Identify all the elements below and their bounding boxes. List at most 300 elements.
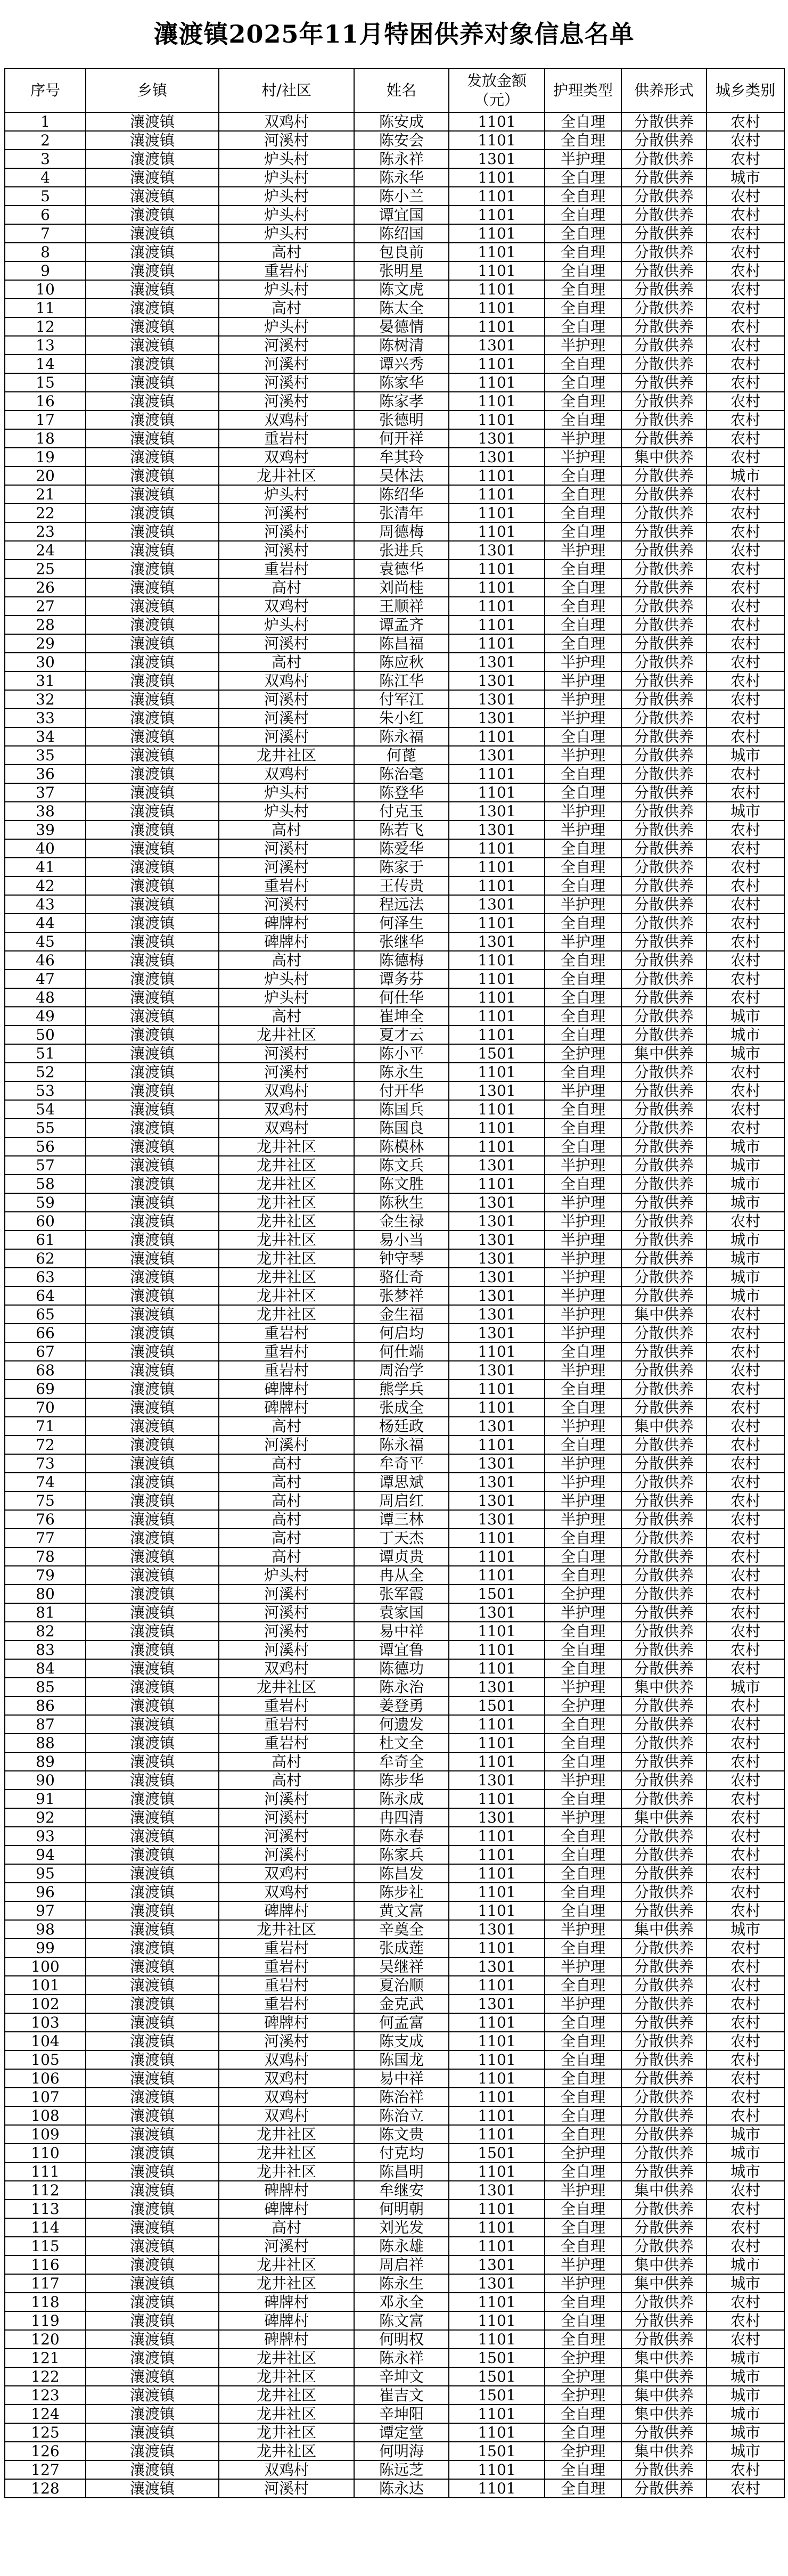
cell-urban-rural: 农村 bbox=[707, 634, 784, 653]
cell-township: 瀼渡镇 bbox=[86, 746, 219, 765]
cell-urban-rural: 农村 bbox=[707, 150, 784, 168]
cell-name: 陈绍华 bbox=[354, 485, 449, 504]
table-row bbox=[5, 1081, 784, 1100]
table-row bbox=[5, 168, 784, 187]
cell-name: 张梦祥 bbox=[354, 1286, 449, 1305]
cell-serial: 23 bbox=[5, 522, 86, 541]
table-row bbox=[5, 336, 784, 355]
cell-township: 瀼渡镇 bbox=[86, 1995, 219, 2013]
cell-village: 碑牌村 bbox=[219, 2013, 354, 2032]
cell-amount: 1101 bbox=[449, 1007, 545, 1026]
table-row bbox=[5, 1268, 784, 1286]
cell-name: 谭宜国 bbox=[354, 206, 449, 224]
cell-amount: 1101 bbox=[449, 1883, 545, 1901]
cell-township: 瀼渡镇 bbox=[86, 2144, 219, 2162]
cell-amount: 1301 bbox=[449, 1957, 545, 1976]
table-row bbox=[5, 597, 784, 616]
cell-care-type: 半护理 bbox=[545, 1249, 621, 1268]
cell-care-type: 全自理 bbox=[545, 411, 621, 429]
cell-township: 瀼渡镇 bbox=[86, 429, 219, 448]
cell-township: 瀼渡镇 bbox=[86, 597, 219, 616]
table-row bbox=[5, 1529, 784, 1547]
cell-support-form: 分散供养 bbox=[621, 1156, 707, 1175]
cell-name: 谭定堂 bbox=[354, 2423, 449, 2442]
cell-township: 瀼渡镇 bbox=[86, 2088, 219, 2106]
cell-village: 河溪村 bbox=[219, 522, 354, 541]
table-row bbox=[5, 448, 784, 466]
cell-serial: 19 bbox=[5, 448, 86, 466]
cell-serial: 107 bbox=[5, 2088, 86, 2106]
cell-support-form: 分散供养 bbox=[621, 2218, 707, 2237]
cell-name: 辛坤文 bbox=[354, 2367, 449, 2386]
cell-village: 龙井社区 bbox=[219, 1193, 354, 1212]
cell-support-form: 集中供养 bbox=[621, 2274, 707, 2293]
cell-support-form: 分散供养 bbox=[621, 1585, 707, 1603]
cell-amount: 1101 bbox=[449, 1547, 545, 1566]
cell-care-type: 半护理 bbox=[545, 2255, 621, 2274]
cell-serial: 77 bbox=[5, 1529, 86, 1547]
cell-serial: 18 bbox=[5, 429, 86, 448]
cell-urban-rural: 农村 bbox=[707, 429, 784, 448]
cell-amount: 1301 bbox=[449, 2181, 545, 2200]
cell-care-type: 全护理 bbox=[545, 1044, 621, 1063]
cell-amount: 1101 bbox=[449, 2050, 545, 2069]
cell-support-form: 分散供养 bbox=[621, 2050, 707, 2069]
table-row bbox=[5, 1827, 784, 1845]
cell-amount: 1301 bbox=[449, 1417, 545, 1435]
table-row bbox=[5, 1491, 784, 1510]
cell-serial: 83 bbox=[5, 1640, 86, 1659]
header-name: 姓名 bbox=[354, 69, 449, 112]
cell-amount: 1101 bbox=[449, 2460, 545, 2479]
cell-amount: 1101 bbox=[449, 2125, 545, 2144]
cell-name: 张明星 bbox=[354, 261, 449, 280]
cell-name: 崔坤全 bbox=[354, 1007, 449, 1026]
cell-serial: 13 bbox=[5, 336, 86, 355]
table-row bbox=[5, 392, 784, 411]
cell-name: 周德梅 bbox=[354, 522, 449, 541]
cell-serial: 37 bbox=[5, 783, 86, 802]
cell-care-type: 全自理 bbox=[545, 1715, 621, 1734]
table-row bbox=[5, 1026, 784, 1044]
cell-name: 刘光发 bbox=[354, 2218, 449, 2237]
cell-village: 碑牌村 bbox=[219, 2330, 354, 2349]
cell-serial: 111 bbox=[5, 2162, 86, 2181]
cell-amount: 1101 bbox=[449, 560, 545, 578]
cell-support-form: 分散供养 bbox=[621, 317, 707, 336]
cell-care-type: 全自理 bbox=[545, 2479, 621, 2498]
cell-care-type: 半护理 bbox=[545, 541, 621, 560]
cell-township: 瀼渡镇 bbox=[86, 504, 219, 522]
cell-name: 金生禄 bbox=[354, 1212, 449, 1230]
cell-serial: 96 bbox=[5, 1883, 86, 1901]
cell-urban-rural: 农村 bbox=[707, 671, 784, 690]
cell-township: 瀼渡镇 bbox=[86, 2367, 219, 2386]
cell-serial: 32 bbox=[5, 690, 86, 709]
cell-name: 陈家于 bbox=[354, 858, 449, 876]
cell-urban-rural: 农村 bbox=[707, 1510, 784, 1529]
cell-serial: 67 bbox=[5, 1342, 86, 1361]
cell-name: 谭务芬 bbox=[354, 970, 449, 988]
cell-care-type: 全自理 bbox=[545, 504, 621, 522]
cell-serial: 47 bbox=[5, 970, 86, 988]
cell-urban-rural: 农村 bbox=[707, 1417, 784, 1435]
cell-village: 双鸡村 bbox=[219, 2050, 354, 2069]
table-row bbox=[5, 1175, 784, 1193]
cell-support-form: 分散供养 bbox=[621, 1659, 707, 1678]
cell-name: 陈永华 bbox=[354, 168, 449, 187]
cell-serial: 10 bbox=[5, 280, 86, 299]
cell-urban-rural: 农村 bbox=[707, 727, 784, 746]
cell-township: 瀼渡镇 bbox=[86, 634, 219, 653]
cell-township: 瀼渡镇 bbox=[86, 1678, 219, 1696]
table-row bbox=[5, 1007, 784, 1026]
cell-serial: 112 bbox=[5, 2181, 86, 2200]
cell-amount: 1501 bbox=[449, 2144, 545, 2162]
cell-support-form: 集中供养 bbox=[621, 1920, 707, 1939]
cell-urban-rural: 农村 bbox=[707, 858, 784, 876]
cell-amount: 1101 bbox=[449, 951, 545, 970]
cell-township: 瀼渡镇 bbox=[86, 1790, 219, 1808]
cell-support-form: 分散供养 bbox=[621, 373, 707, 392]
cell-township: 瀼渡镇 bbox=[86, 765, 219, 783]
cell-name: 何仕华 bbox=[354, 988, 449, 1007]
cell-township: 瀼渡镇 bbox=[86, 2218, 219, 2237]
cell-serial: 40 bbox=[5, 839, 86, 858]
cell-serial: 39 bbox=[5, 821, 86, 839]
cell-village: 河溪村 bbox=[219, 2479, 354, 2498]
cell-serial: 46 bbox=[5, 951, 86, 970]
cell-village: 碑牌村 bbox=[219, 932, 354, 951]
cell-support-form: 分散供养 bbox=[621, 1063, 707, 1081]
cell-name: 张成全 bbox=[354, 1398, 449, 1417]
cell-care-type: 半护理 bbox=[545, 1771, 621, 1790]
cell-township: 瀼渡镇 bbox=[86, 112, 219, 131]
cell-support-form: 集中供养 bbox=[621, 2386, 707, 2405]
cell-support-form: 分散供养 bbox=[621, 1007, 707, 1026]
cell-serial: 45 bbox=[5, 932, 86, 951]
cell-care-type: 全自理 bbox=[545, 951, 621, 970]
cell-village: 龙井社区 bbox=[219, 2405, 354, 2423]
cell-serial: 122 bbox=[5, 2367, 86, 2386]
cell-serial: 72 bbox=[5, 1435, 86, 1454]
cell-support-form: 分散供养 bbox=[621, 2106, 707, 2125]
cell-urban-rural: 农村 bbox=[707, 895, 784, 914]
cell-care-type: 全自理 bbox=[545, 1137, 621, 1156]
cell-care-type: 半护理 bbox=[545, 1230, 621, 1249]
header-serial: 序号 bbox=[5, 69, 86, 112]
cell-serial: 50 bbox=[5, 1026, 86, 1044]
cell-support-form: 分散供养 bbox=[621, 392, 707, 411]
table-row bbox=[5, 1752, 784, 1771]
cell-support-form: 分散供养 bbox=[621, 1268, 707, 1286]
cell-village: 高村 bbox=[219, 1473, 354, 1491]
table-row bbox=[5, 839, 784, 858]
cell-amount: 1301 bbox=[449, 895, 545, 914]
cell-amount: 1301 bbox=[449, 1324, 545, 1342]
cell-village: 重岩村 bbox=[219, 1976, 354, 1995]
cell-serial: 113 bbox=[5, 2200, 86, 2218]
cell-amount: 1301 bbox=[449, 2274, 545, 2293]
cell-support-form: 分散供养 bbox=[621, 1529, 707, 1547]
table-row bbox=[5, 1324, 784, 1342]
cell-care-type: 半护理 bbox=[545, 448, 621, 466]
cell-amount: 1101 bbox=[449, 504, 545, 522]
cell-care-type: 全自理 bbox=[545, 2311, 621, 2330]
cell-care-type: 全自理 bbox=[545, 988, 621, 1007]
cell-care-type: 半护理 bbox=[545, 690, 621, 709]
cell-name: 冉四清 bbox=[354, 1808, 449, 1827]
cell-village: 双鸡村 bbox=[219, 112, 354, 131]
cell-care-type: 全自理 bbox=[545, 299, 621, 317]
cell-support-form: 分散供养 bbox=[621, 914, 707, 932]
cell-care-type: 全自理 bbox=[545, 261, 621, 280]
cell-township: 瀼渡镇 bbox=[86, 1622, 219, 1640]
cell-name: 谭兴秀 bbox=[354, 355, 449, 373]
cell-amount: 1101 bbox=[449, 1398, 545, 1417]
cell-care-type: 全自理 bbox=[545, 355, 621, 373]
cell-amount: 1101 bbox=[449, 1827, 545, 1845]
cell-name: 陈国兵 bbox=[354, 1100, 449, 1119]
cell-urban-rural: 农村 bbox=[707, 1380, 784, 1398]
cell-village: 高村 bbox=[219, 1007, 354, 1026]
cell-serial: 58 bbox=[5, 1175, 86, 1193]
cell-village: 高村 bbox=[219, 1529, 354, 1547]
cell-village: 龙井社区 bbox=[219, 1137, 354, 1156]
cell-urban-rural: 农村 bbox=[707, 1752, 784, 1771]
cell-urban-rural: 农村 bbox=[707, 2460, 784, 2479]
cell-village: 碑牌村 bbox=[219, 2200, 354, 2218]
cell-urban-rural: 城市 bbox=[707, 1249, 784, 1268]
cell-township: 瀼渡镇 bbox=[86, 131, 219, 150]
cell-amount: 1101 bbox=[449, 466, 545, 485]
cell-urban-rural: 农村 bbox=[707, 261, 784, 280]
cell-serial: 115 bbox=[5, 2237, 86, 2255]
cell-village: 炉头村 bbox=[219, 1566, 354, 1585]
cell-urban-rural: 农村 bbox=[707, 765, 784, 783]
cell-urban-rural: 农村 bbox=[707, 2293, 784, 2311]
cell-serial: 6 bbox=[5, 206, 86, 224]
table-row bbox=[5, 355, 784, 373]
cell-serial: 59 bbox=[5, 1193, 86, 1212]
cell-serial: 92 bbox=[5, 1808, 86, 1827]
cell-serial: 86 bbox=[5, 1696, 86, 1715]
cell-township: 瀼渡镇 bbox=[86, 1510, 219, 1529]
cell-care-type: 全自理 bbox=[545, 727, 621, 746]
cell-township: 瀼渡镇 bbox=[86, 727, 219, 746]
cell-care-type: 全自理 bbox=[545, 168, 621, 187]
cell-amount: 1101 bbox=[449, 988, 545, 1007]
cell-urban-rural: 农村 bbox=[707, 112, 784, 131]
cell-amount: 1301 bbox=[449, 1473, 545, 1491]
cell-urban-rural: 农村 bbox=[707, 1864, 784, 1883]
cell-care-type: 全自理 bbox=[545, 187, 621, 206]
cell-village: 高村 bbox=[219, 1547, 354, 1566]
cell-serial: 94 bbox=[5, 1845, 86, 1864]
cell-name: 张继华 bbox=[354, 932, 449, 951]
cell-care-type: 全自理 bbox=[545, 1435, 621, 1454]
cell-township: 瀼渡镇 bbox=[86, 1119, 219, 1137]
cell-amount: 1101 bbox=[449, 2218, 545, 2237]
cell-village: 龙井社区 bbox=[219, 2386, 354, 2405]
cell-support-form: 分散供养 bbox=[621, 429, 707, 448]
cell-village: 河溪村 bbox=[219, 1640, 354, 1659]
cell-support-form: 分散供养 bbox=[621, 1547, 707, 1566]
cell-township: 瀼渡镇 bbox=[86, 1603, 219, 1622]
cell-serial: 125 bbox=[5, 2423, 86, 2442]
cell-serial: 88 bbox=[5, 1734, 86, 1752]
cell-support-form: 分散供养 bbox=[621, 2069, 707, 2088]
cell-urban-rural: 城市 bbox=[707, 466, 784, 485]
header-amount: 发放金额（元） bbox=[449, 69, 545, 112]
cell-name: 何启均 bbox=[354, 1324, 449, 1342]
cell-amount: 1101 bbox=[449, 1100, 545, 1119]
cell-care-type: 全自理 bbox=[545, 1790, 621, 1808]
cell-support-form: 分散供养 bbox=[621, 2144, 707, 2162]
cell-support-form: 分散供养 bbox=[621, 1491, 707, 1510]
cell-name: 周治学 bbox=[354, 1361, 449, 1380]
cell-urban-rural: 农村 bbox=[707, 411, 784, 429]
cell-urban-rural: 城市 bbox=[707, 2144, 784, 2162]
cell-township: 瀼渡镇 bbox=[86, 1156, 219, 1175]
cell-amount: 1101 bbox=[449, 876, 545, 895]
cell-township: 瀼渡镇 bbox=[86, 1007, 219, 1026]
cell-urban-rural: 农村 bbox=[707, 355, 784, 373]
cell-name: 陈步社 bbox=[354, 1883, 449, 1901]
table-row bbox=[5, 1100, 784, 1119]
cell-urban-rural: 农村 bbox=[707, 2181, 784, 2200]
cell-amount: 1501 bbox=[449, 1044, 545, 1063]
cell-support-form: 分散供养 bbox=[621, 243, 707, 261]
cell-township: 瀼渡镇 bbox=[86, 280, 219, 299]
cell-amount: 1101 bbox=[449, 1901, 545, 1920]
cell-urban-rural: 城市 bbox=[707, 1026, 784, 1044]
cell-amount: 1101 bbox=[449, 112, 545, 131]
cell-township: 瀼渡镇 bbox=[86, 2274, 219, 2293]
cell-support-form: 分散供养 bbox=[621, 783, 707, 802]
cell-amount: 1101 bbox=[449, 1640, 545, 1659]
cell-village: 重岩村 bbox=[219, 1734, 354, 1752]
cell-name: 朱小红 bbox=[354, 709, 449, 727]
cell-name: 谭三林 bbox=[354, 1510, 449, 1529]
cell-serial: 95 bbox=[5, 1864, 86, 1883]
cell-name: 谭宜鲁 bbox=[354, 1640, 449, 1659]
table-row bbox=[5, 2349, 784, 2367]
cell-amount: 1101 bbox=[449, 206, 545, 224]
table-row bbox=[5, 1845, 784, 1864]
table-row bbox=[5, 522, 784, 541]
cell-support-form: 分散供养 bbox=[621, 2162, 707, 2181]
cell-support-form: 集中供养 bbox=[621, 1678, 707, 1696]
cell-village: 龙井社区 bbox=[219, 2274, 354, 2293]
cell-support-form: 分散供养 bbox=[621, 168, 707, 187]
cell-township: 瀼渡镇 bbox=[86, 317, 219, 336]
cell-urban-rural: 农村 bbox=[707, 1734, 784, 1752]
cell-township: 瀼渡镇 bbox=[86, 1044, 219, 1063]
cell-serial: 124 bbox=[5, 2405, 86, 2423]
cell-name: 辛奠全 bbox=[354, 1920, 449, 1939]
table-row bbox=[5, 2125, 784, 2144]
cell-support-form: 分散供养 bbox=[621, 1957, 707, 1976]
cell-care-type: 半护理 bbox=[545, 1212, 621, 1230]
cell-amount: 1101 bbox=[449, 1342, 545, 1361]
cell-support-form: 分散供养 bbox=[621, 690, 707, 709]
cell-support-form: 分散供养 bbox=[621, 1193, 707, 1212]
cell-serial: 25 bbox=[5, 560, 86, 578]
table-row bbox=[5, 1249, 784, 1268]
cell-name: 何泽生 bbox=[354, 914, 449, 932]
cell-urban-rural: 农村 bbox=[707, 2106, 784, 2125]
cell-amount: 1301 bbox=[449, 932, 545, 951]
cell-village: 双鸡村 bbox=[219, 1081, 354, 1100]
cell-serial: 54 bbox=[5, 1100, 86, 1119]
cell-village: 龙井社区 bbox=[219, 1230, 354, 1249]
cell-amount: 1301 bbox=[449, 1995, 545, 2013]
cell-support-form: 分散供养 bbox=[621, 2293, 707, 2311]
cell-township: 瀼渡镇 bbox=[86, 1585, 219, 1603]
cell-serial: 57 bbox=[5, 1156, 86, 1175]
cell-serial: 21 bbox=[5, 485, 86, 504]
cell-support-form: 分散供养 bbox=[621, 951, 707, 970]
cell-village: 河溪村 bbox=[219, 392, 354, 411]
cell-amount: 1301 bbox=[449, 1249, 545, 1268]
header-care-type: 护理类型 bbox=[545, 69, 621, 112]
cell-township: 瀼渡镇 bbox=[86, 150, 219, 168]
cell-urban-rural: 农村 bbox=[707, 1995, 784, 2013]
cell-serial: 8 bbox=[5, 243, 86, 261]
cell-urban-rural: 城市 bbox=[707, 2423, 784, 2442]
cell-urban-rural: 城市 bbox=[707, 2367, 784, 2386]
cell-name: 陈永祥 bbox=[354, 150, 449, 168]
cell-name: 陈治祥 bbox=[354, 2088, 449, 2106]
cell-serial: 28 bbox=[5, 616, 86, 634]
cell-name: 陈爱华 bbox=[354, 839, 449, 858]
cell-support-form: 分散供养 bbox=[621, 466, 707, 485]
cell-support-form: 分散供养 bbox=[621, 671, 707, 690]
cell-support-form: 分散供养 bbox=[621, 1100, 707, 1119]
cell-serial: 110 bbox=[5, 2144, 86, 2162]
cell-care-type: 全自理 bbox=[545, 1100, 621, 1119]
cell-name: 袁家国 bbox=[354, 1603, 449, 1622]
cell-serial: 103 bbox=[5, 2013, 86, 2032]
cell-township: 瀼渡镇 bbox=[86, 1435, 219, 1454]
cell-village: 双鸡村 bbox=[219, 1659, 354, 1678]
cell-serial: 15 bbox=[5, 373, 86, 392]
cell-care-type: 全自理 bbox=[545, 634, 621, 653]
cell-amount: 1101 bbox=[449, 131, 545, 150]
cell-amount: 1301 bbox=[449, 448, 545, 466]
cell-care-type: 全自理 bbox=[545, 243, 621, 261]
cell-support-form: 分散供养 bbox=[621, 280, 707, 299]
cell-care-type: 全自理 bbox=[545, 1939, 621, 1957]
cell-urban-rural: 农村 bbox=[707, 1342, 784, 1361]
table-row bbox=[5, 895, 784, 914]
cell-name: 陈永雄 bbox=[354, 2237, 449, 2255]
table-row bbox=[5, 1957, 784, 1976]
cell-urban-rural: 城市 bbox=[707, 1678, 784, 1696]
cell-name: 何遗发 bbox=[354, 1715, 449, 1734]
cell-urban-rural: 农村 bbox=[707, 821, 784, 839]
cell-urban-rural: 农村 bbox=[707, 1081, 784, 1100]
cell-support-form: 分散供养 bbox=[621, 1696, 707, 1715]
cell-support-form: 分散供养 bbox=[621, 1081, 707, 1100]
table-row bbox=[5, 1920, 784, 1939]
table-row bbox=[5, 2181, 784, 2200]
cell-amount: 1101 bbox=[449, 355, 545, 373]
cell-name: 周启祥 bbox=[354, 2255, 449, 2274]
cell-care-type: 全护理 bbox=[545, 2367, 621, 2386]
cell-serial: 75 bbox=[5, 1491, 86, 1510]
